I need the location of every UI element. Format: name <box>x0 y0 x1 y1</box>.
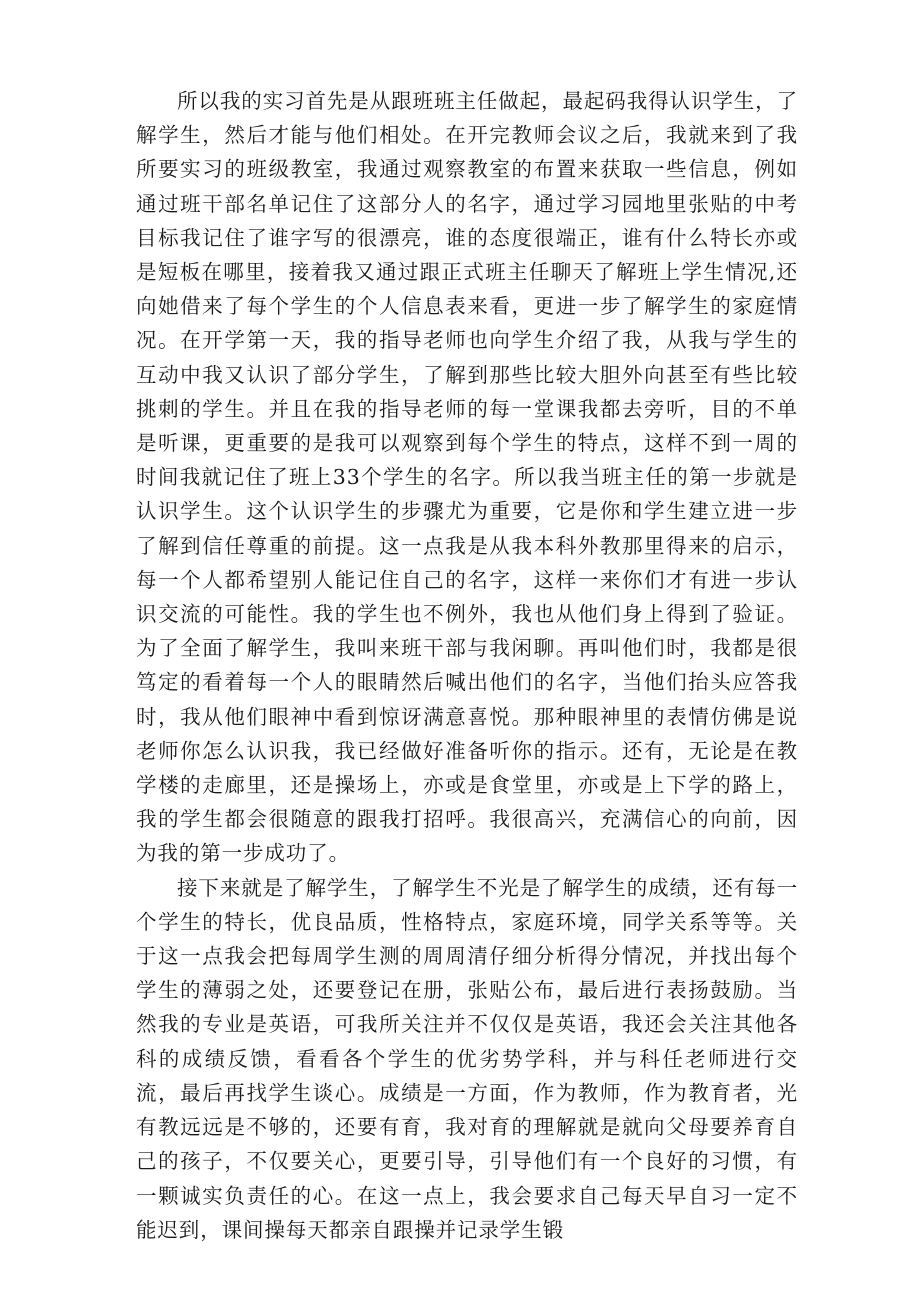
document-body <box>136 84 798 1247</box>
paragraph: 接下来就是了解学生，了解学生不光是了解学生的成绩，还有每一个学生的特长，优良品质，性格特点，家庭环境，同学关系等等。关于这一点我会把每周学生测的周周清仔细分析得分情况，并找出每个学生的薄弱之处，还要登记在册，张贴公布，最后进行表扬鼓励。当然我的专业是英语，可我所关注并不仅仅是英语，我还会关注其他各科的成绩反馈，看看各个学生的优劣势学科，并与科任老师进行交流，最后再找学生谈心。成绩是一方面，作为教师，作为教育者，光有教远远是不够的，还要有育，我对育的理解就是就向父母要养育自己的孩子，不仅要关心，更要引导，引导他们有一个良好的习惯，有一颗诚实负责任的心。在这一点上，我会要求自己每天早自习一定不能迟到，课间操每天都亲自跟操并记录学生锻 <box>136 875 798 1242</box>
paragraph: 所以我的实习首先是从跟班班主任做起，最起码我得认识学生，了解学生，然后才能与他们相处。在开完教师会议之后，我就来到了我所要实习的班级教室，我通过观察教室的布置来获取一些信息，例如通过班干部名单记住了这部分人的名字，通过学习园地里张贴的中考目标我记住了谁字写的很漂亮，谁的态度很端正，谁有什么特长亦或是短板在哪里，接着我又通过跟正式班主任聊天了解班上学生情况,还向她借来了每个学生的个人信息表来看，更进一步了解学生的家庭情况。在开学第一天，我的指导老师也向学生介绍了我，从我与学生的互动中我又认识了部分学生，了解到那些比较大胆外向甚至有些比较挑刺的学生。并且在我的指导老师的每一堂课我都去旁听，目的不单是听课，更重要的是我可以观察到每个学生的特点，这样不到一周的时间我就记住了班上33个学生的名字。所以我当班主任的第一步就是认识学生。这个认识学生的步骤尤为重要，它是你和学生建立进一步了解到信任尊重的前提。这一点我是从我本科外教那里得来的启示，每一个人都希望别人能记住自己的名字，这样一来你们才有进一步认识交流的可能性。我的学生也不例外，我也从他们身上得到了验证。为了全面了解学生，我叫来班干部与我闲聊。再叫他们时，我都是很笃定的看着每一个人的眼睛然后喊出他们的名字，当他们抬头应答我时，我从他们眼神中看到惊讶满意喜悦。那种眼神里的表情仿佛是说老师你怎么认识我，我已经做好准备听你的指示。还有，无论是在教学楼的走廊里，还是操场上，亦或是食堂里，亦或是上下学的路上，我的学生都会很随意的跟我打招呼。我很高兴，充满信心的向前，因为我的第一步成功了。 <box>136 89 798 866</box>
